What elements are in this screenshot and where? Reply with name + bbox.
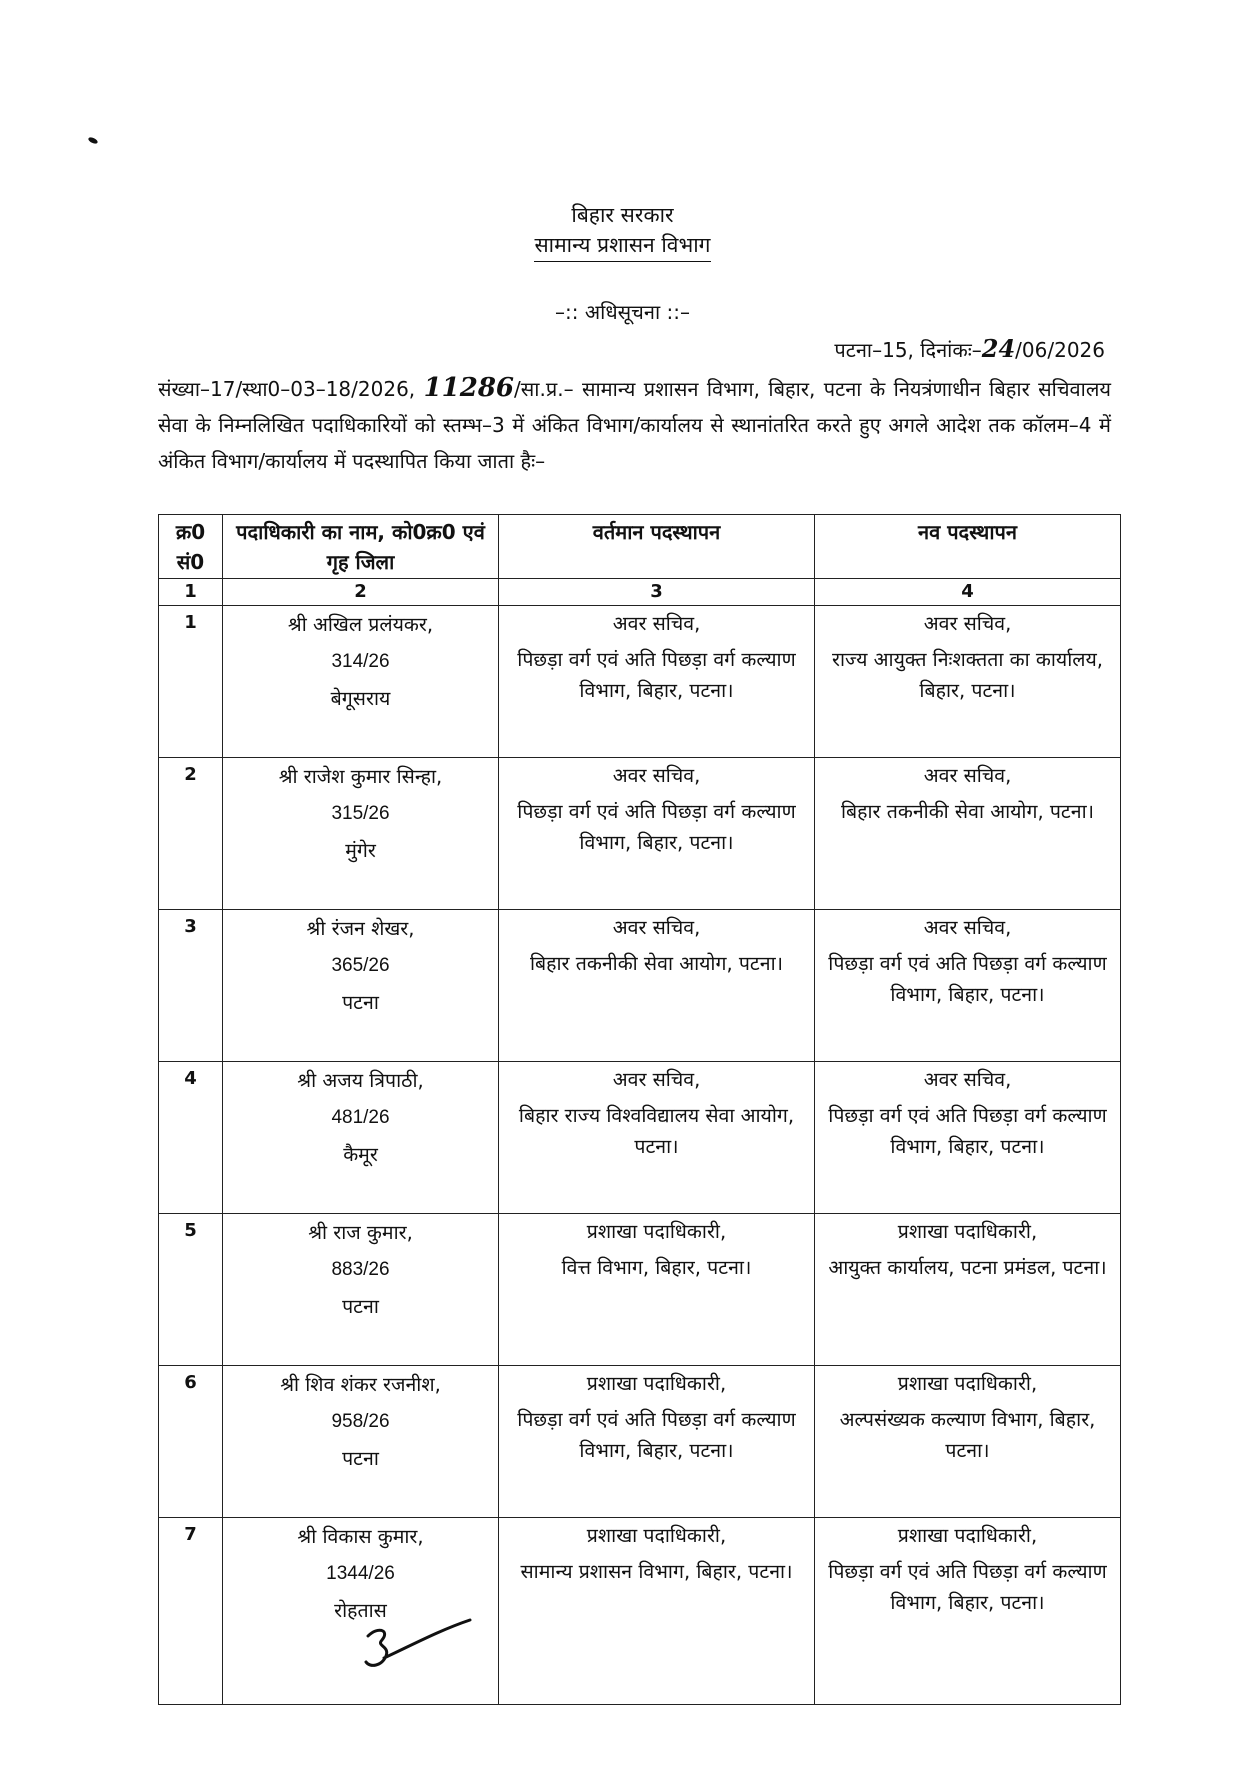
officer-name: श्री राज कुमार, — [308, 1221, 413, 1244]
new-office: पिछड़ा वर्ग एवं अति पिछड़ा वर्ग कल्याण विभाग, बिहार, पटना। — [828, 952, 1107, 1006]
memo-number-handwritten: 11286 — [423, 373, 515, 403]
officer-cell — [223, 606, 499, 758]
home-district: मुंगेर — [345, 839, 376, 862]
current-office: वित्त विभाग, बिहार, पटना। — [561, 1256, 752, 1279]
date-suffix: /06/2026 — [1015, 338, 1105, 362]
officer-name: श्री शिव शंकर रजनीश, — [280, 1373, 441, 1396]
serial-number: 3 — [159, 910, 223, 1062]
officer-name: श्री अखिल प्रलंयकर, — [287, 613, 434, 636]
officer-cell — [223, 1366, 499, 1518]
table-row — [159, 1366, 1121, 1518]
current-posting-cell — [499, 606, 815, 758]
officer-code: 958/26 — [331, 1411, 390, 1432]
officer-name: श्री अजय त्रिपाठी, — [297, 1069, 424, 1092]
officer-cell — [223, 1214, 499, 1366]
scan-mark — [87, 136, 98, 145]
new-posting-cell — [815, 758, 1121, 910]
new-posting-cell — [815, 606, 1121, 758]
table-row — [159, 758, 1121, 910]
officer-code: 365/26 — [331, 955, 390, 976]
current-designation: प्रशाखा पदाधिकारी, — [586, 1372, 727, 1395]
column-number: 4 — [815, 579, 1121, 606]
new-designation: अवर सचिव, — [923, 1068, 1012, 1091]
notice-title: –:: अधिसूचना ::– — [555, 300, 690, 324]
current-office: पिछड़ा वर्ग एवं अति पिछड़ा वर्ग कल्याण विभाग, बिहार, पटना। — [517, 1408, 796, 1462]
intro-paragraph — [158, 370, 1111, 479]
officer-cell — [223, 1062, 499, 1214]
serial-number: 5 — [159, 1214, 223, 1366]
new-office: राज्य आयुक्त निःशक्तता का कार्यालय, बिहार, पटना। — [831, 648, 1104, 702]
current-designation: अवर सचिव, — [612, 1068, 701, 1091]
current-office: पिछड़ा वर्ग एवं अति पिछड़ा वर्ग कल्याण विभाग, बिहार, पटना। — [517, 648, 796, 702]
header-current-posting: वर्तमान पदस्थापन — [499, 515, 815, 579]
current-posting-cell — [499, 1062, 815, 1214]
home-district: रोहतास — [334, 1599, 387, 1622]
table-row — [159, 1214, 1121, 1366]
intro-body: /सा.प्र.– सामान्य प्रशासन विभाग, बिहार, पटना के नियत्रंणाधीन बिहार सचिवालय सेवा के निम्नलिखित पदाधिकारियों को स्तम्भ–3 में अंकित विभाग/कार्यालय से स्थानांतरित करते हुए अगले आदेश तक कॉलम–4 में अंकित विभाग/कार्यालय में पदस्थापित किया जाता हैः– — [158, 377, 1112, 473]
current-office: सामान्य प्रशासन विभाग, बिहार, पटना। — [520, 1560, 793, 1583]
table-row — [159, 1062, 1121, 1214]
current-designation: अवर सचिव, — [612, 612, 701, 635]
officer-name: श्री राजेश कुमार सिन्हा, — [278, 765, 443, 788]
government-name: बिहार सरकार — [571, 203, 674, 227]
current-designation: प्रशाखा पदाधिकारी, — [586, 1524, 727, 1547]
officer-cell — [223, 758, 499, 910]
memo-number-prefix: संख्या–17/स्था0–03–18/2026, — [158, 377, 416, 401]
home-district: पटना — [342, 1447, 379, 1470]
home-district: कैमूर — [343, 1143, 378, 1166]
serial-number: 1 — [159, 606, 223, 758]
current-office: बिहार राज्य विश्वविद्यालय सेवा आयोग, पटना। — [518, 1104, 795, 1158]
new-designation: अवर सचिव, — [923, 612, 1012, 635]
table-row — [159, 1518, 1121, 1705]
handwritten-initials — [360, 1616, 480, 1686]
officer-name: श्री रंजन शेखर, — [306, 917, 415, 940]
current-posting-cell — [499, 758, 815, 910]
home-district: पटना — [342, 1295, 379, 1318]
header-new-posting: नव पदस्थापन — [815, 515, 1121, 579]
home-district: पटना — [342, 991, 379, 1014]
table-header-row — [159, 515, 1121, 579]
officer-code: 314/26 — [331, 651, 390, 672]
current-posting-cell — [499, 1366, 815, 1518]
new-posting-cell — [815, 1062, 1121, 1214]
document-header — [0, 200, 1245, 262]
column-number: 1 — [159, 579, 223, 606]
current-office: बिहार तकनीकी सेवा आयोग, पटना। — [529, 952, 784, 975]
new-designation: प्रशाखा पदाधिकारी, — [897, 1524, 1038, 1547]
new-office: पिछड़ा वर्ग एवं अति पिछड़ा वर्ग कल्याण विभाग, बिहार, पटना। — [828, 1104, 1107, 1158]
column-number: 2 — [223, 579, 499, 606]
serial-number: 6 — [159, 1366, 223, 1518]
officer-cell — [223, 910, 499, 1062]
new-posting-cell — [815, 1518, 1121, 1705]
officer-code: 481/26 — [331, 1107, 390, 1128]
header-serial: क्र0 सं0 — [159, 515, 223, 579]
department-name: सामान्य प्रशासन विभाग — [534, 230, 710, 262]
current-designation: अवर सचिव, — [612, 916, 701, 939]
officer-code: 883/26 — [331, 1259, 390, 1280]
serial-number: 7 — [159, 1518, 223, 1705]
new-office: अल्पसंख्यक कल्याण विभाग, बिहार, पटना। — [839, 1408, 1096, 1462]
new-posting-cell — [815, 1366, 1121, 1518]
serial-number: 2 — [159, 758, 223, 910]
header-officer: पदाधिकारी का नाम, को0क्र0 एवं गृह जिला — [223, 515, 499, 579]
new-office: आयुक्त कार्यालय, पटना प्रमंडल, पटना। — [828, 1256, 1107, 1279]
new-office: बिहार तकनीकी सेवा आयोग, पटना। — [840, 800, 1095, 823]
current-office: पिछड़ा वर्ग एवं अति पिछड़ा वर्ग कल्याण विभाग, बिहार, पटना। — [517, 800, 796, 854]
new-posting-cell — [815, 910, 1121, 1062]
column-number: 3 — [499, 579, 815, 606]
current-posting-cell — [499, 1214, 815, 1366]
new-designation: अवर सचिव, — [923, 764, 1012, 787]
table-row — [159, 606, 1121, 758]
dateline — [834, 334, 1105, 363]
date-day-handwritten: 24 — [981, 334, 1016, 363]
current-posting-cell — [499, 910, 815, 1062]
current-designation: अवर सचिव, — [612, 764, 701, 787]
column-number-row — [159, 579, 1121, 606]
new-designation: अवर सचिव, — [923, 916, 1012, 939]
new-designation: प्रशाखा पदाधिकारी, — [897, 1372, 1038, 1395]
current-posting-cell — [499, 1518, 815, 1705]
home-district: बेगूसराय — [330, 687, 391, 710]
current-designation: प्रशाखा पदाधिकारी, — [586, 1220, 727, 1243]
posting-table — [158, 514, 1121, 1705]
new-designation: प्रशाखा पदाधिकारी, — [897, 1220, 1038, 1243]
officer-name: श्री विकास कुमार, — [297, 1525, 424, 1548]
new-posting-cell — [815, 1214, 1121, 1366]
officer-code: 315/26 — [331, 803, 390, 824]
new-office: पिछड़ा वर्ग एवं अति पिछड़ा वर्ग कल्याण विभाग, बिहार, पटना। — [828, 1560, 1107, 1614]
officer-code: 1344/26 — [326, 1563, 395, 1584]
date-prefix: पटना–15, दिनांकः– — [834, 338, 982, 362]
table-row — [159, 910, 1121, 1062]
serial-number: 4 — [159, 1062, 223, 1214]
